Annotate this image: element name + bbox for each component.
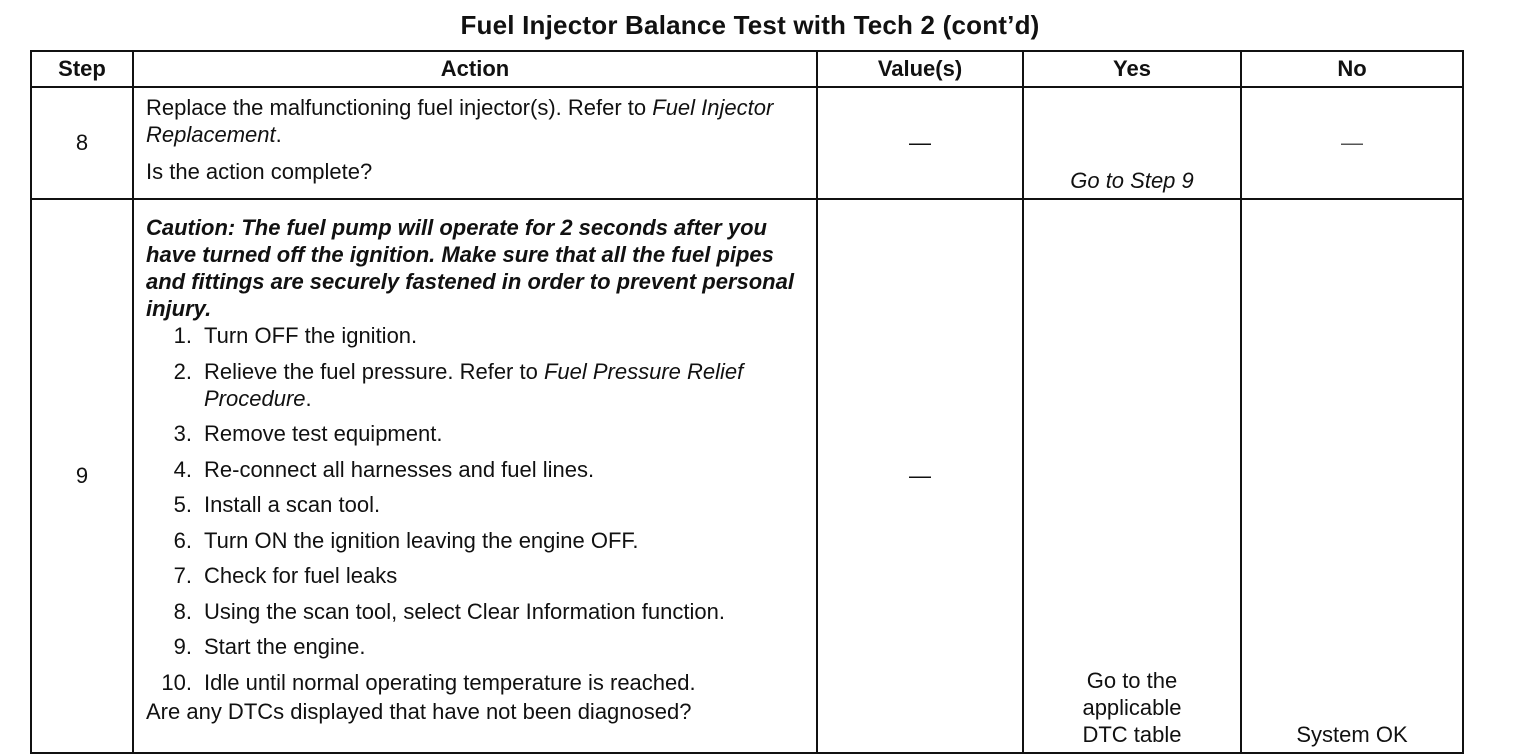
value-cell [817,199,1023,753]
step-number: 8 [31,87,133,199]
item-text: Check for fuel leaks [204,563,398,588]
table-row [31,199,1463,753]
item-text: Relieve the fuel pressure. Refer to Fuel Pressure Relief Procedure. [204,358,744,411]
item-number: 6. [173,527,192,553]
item-text: Idle until normal operating temperature is reached. [204,669,696,695]
page-title: Fuel Injector Balance Test with Tech 2 (cont’d) [460,10,1040,40]
action-cell [133,87,817,199]
list-item [146,456,804,483]
item-number: 10. [161,669,192,695]
item-number: 4. [173,456,192,482]
list-item [146,491,804,518]
item-text: Using the scan tool, select Clear Information function. [204,598,725,624]
value-cell [817,87,1023,199]
item-text: Turn ON the ignition leaving the engine OFF. [204,527,639,553]
item-text: Re-connect all harnesses and fuel lines. [204,456,595,482]
yes-cell [1023,199,1241,753]
header-yes: Yes [1023,51,1241,87]
list-item [146,562,804,589]
action-instruction: Replace the malfunctioning fuel injector(s). Refer to Fuel Injector Replacement. [146,95,774,147]
item-text: Install a scan tool. [204,492,381,517]
header-row [31,51,1463,87]
no-dash: — [1341,130,1363,155]
item-text: Start the engine. [204,634,366,659]
header-values: Value(s) [817,51,1023,87]
list-item [146,669,804,696]
item-number: 3. [173,421,192,446]
yes-result: Go to the applicable DTC table [1082,668,1182,747]
item-number: 5. [173,492,192,517]
header-no: No [1241,51,1463,87]
header-action: Action [133,51,817,87]
value-dash: — [909,130,931,155]
list-item [146,420,804,447]
caution-text: Caution: The fuel pump will operate for 2 seconds after you have turned off the ignition. Make sure that all the fuel pipes and fittings are securely fastened in order to prevent personal injury. [146,215,794,321]
no-cell [1241,87,1463,199]
step-number: 9 [31,199,133,753]
list-item [146,633,804,660]
value-dash: — [909,463,931,488]
list-item [146,527,804,554]
table-row [31,87,1463,199]
list-item [146,598,804,625]
item-number: 9. [173,634,192,659]
reference-link: Fuel Pressure Relief Procedure [204,358,744,411]
action-question: Is the action complete? [146,159,373,184]
procedure-list [146,322,804,696]
list-item [146,322,804,349]
reference-link: Fuel Injector Replacement [146,95,774,147]
action-cell [133,199,817,753]
diagnostic-table [30,50,1464,754]
item-number: 1. [173,323,192,348]
item-text: Remove test equipment. [204,421,443,446]
item-number: 2. [173,358,192,384]
action-question: Are any DTCs displayed that have not been diagnosed? [146,699,692,724]
item-number: 7. [173,563,192,588]
yes-cell: Go to Step 9 [1023,87,1241,199]
no-cell: System OK [1241,199,1463,753]
list-item [146,358,804,412]
item-text: Turn OFF the ignition. [204,323,418,348]
header-step: Step [31,51,133,87]
item-number: 8. [173,598,192,624]
